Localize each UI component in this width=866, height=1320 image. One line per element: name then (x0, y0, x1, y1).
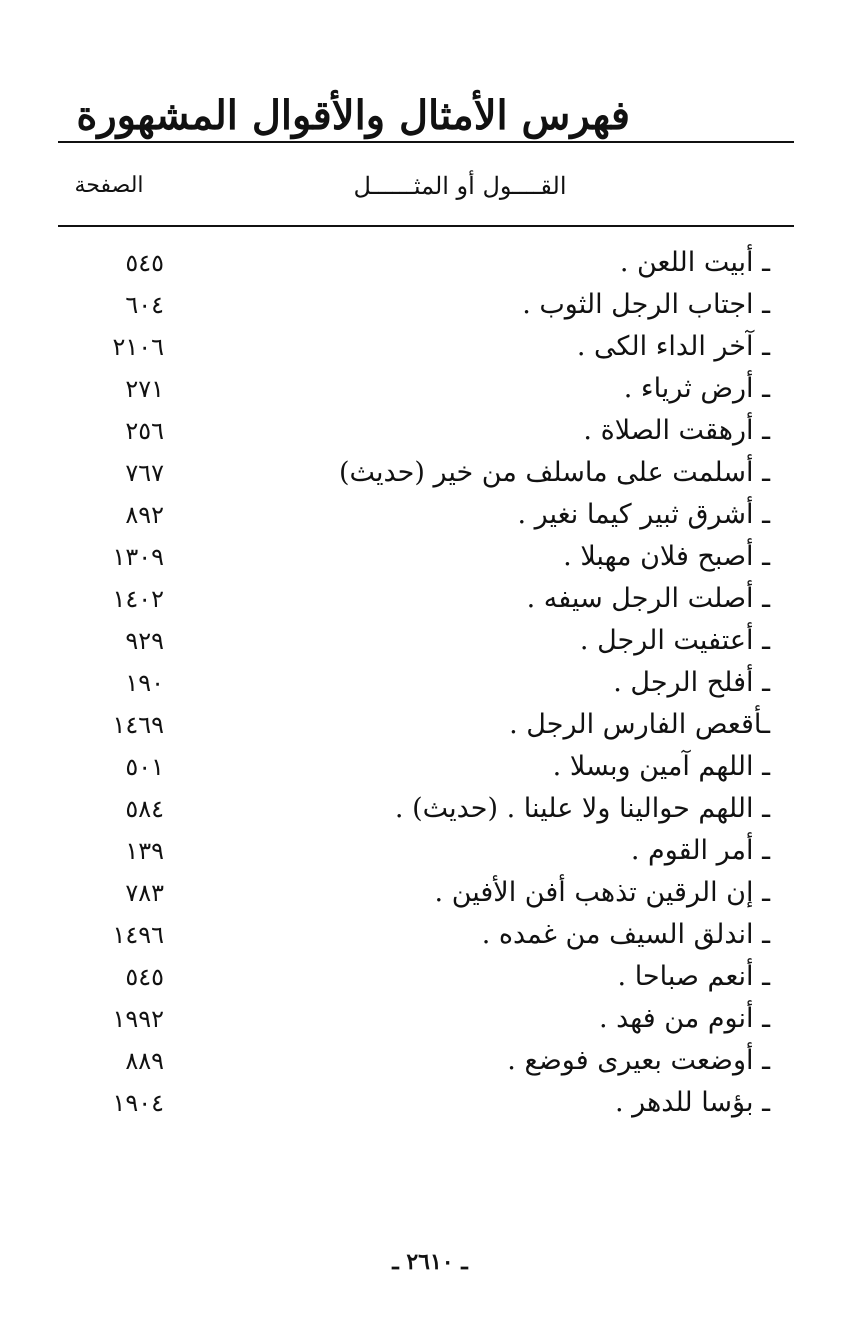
index-entry (60, 410, 770, 452)
page-title: فهرس الأمثال والأقوال المشهورة (76, 92, 630, 139)
index-entry (60, 242, 770, 284)
entry-saying: ـ بؤسا للدهر . (614, 1087, 770, 1118)
entry-saying: ـ أفلح الرجل . (613, 667, 770, 698)
index-entry (60, 1082, 770, 1124)
index-entry (60, 1040, 770, 1082)
entry-page-number: ١٣٩ (125, 837, 164, 865)
entry-saying: ـ اجتاب الرجل الثوب . (522, 289, 770, 320)
entry-page-number: ٢١٠٦ (112, 333, 164, 361)
column-header-page: الصفحة (74, 173, 144, 198)
index-entry (60, 914, 770, 956)
entry-page-number: ١٩٠٤ (112, 1089, 164, 1117)
entry-page-number: ٢٥٦ (125, 417, 164, 445)
column-header-saying: القــــول أو المثــــــل (353, 172, 567, 200)
entry-saying: ـ آخر الداء الكى . (576, 331, 770, 362)
entry-page-number: ١٩٩٢ (112, 1005, 164, 1033)
page-number: ـ ٢٦١٠ ـ (392, 1249, 468, 1275)
entry-saying: ـ أنعم صباحا . (617, 961, 770, 992)
entry-saying: ـ إن الرقين تذهب أفن الأفين . (434, 877, 770, 908)
entry-page-number: ٩٢٩ (125, 627, 164, 655)
index-entry (60, 830, 770, 872)
index-entry (60, 368, 770, 410)
entry-saying: ـ أصبح فلان مهبلا . (563, 541, 770, 572)
entry-saying: ـ أعتفيت الرجل . (579, 625, 770, 656)
entry-page-number: ٢٧١ (125, 375, 164, 403)
index-entry (60, 452, 770, 494)
index-entry (60, 536, 770, 578)
index-entry (60, 494, 770, 536)
entry-saying: ـ أنوم من فهد . (598, 1003, 770, 1034)
entry-page-number: ٥٨٤ (125, 795, 164, 823)
entry-saying: ـ أشرق ثبير كيما نغير . (517, 499, 770, 530)
index-entry (60, 284, 770, 326)
entry-saying: ـ أرهقت الصلاة . (583, 415, 770, 446)
entry-page-number: ٥٤٥ (125, 963, 164, 991)
entry-saying: ـ أبيت اللعن . (619, 247, 770, 278)
entry-page-number: ٨٩٢ (125, 501, 164, 529)
entry-saying: ـ أصلت الرجل سيفه . (526, 583, 770, 614)
index-entry (60, 746, 770, 788)
entry-page-number: ١٤٩٦ (112, 921, 164, 949)
index-entry (60, 578, 770, 620)
entry-page-number: ٨٨٩ (125, 1047, 164, 1075)
index-entry (60, 326, 770, 368)
entry-saying: ـ أوضعت بعيرى فوضع . (507, 1045, 770, 1076)
entry-saying: ـ اللهم حوالينا ولا علينا . (حديث) . (394, 793, 770, 824)
entry-saying: ـأقعص الفارس الرجل . (509, 709, 770, 740)
entry-page-number: ١٤٦٩ (112, 711, 164, 739)
index-entry (60, 872, 770, 914)
index-entry (60, 620, 770, 662)
entry-page-number: ١٣٠٩ (112, 543, 164, 571)
index-entry (60, 956, 770, 998)
entry-saying: ـ أرض ثرياء . (623, 373, 770, 404)
entry-page-number: ٥٠١ (125, 753, 164, 781)
index-entry (60, 788, 770, 830)
header-bottom-rule (58, 225, 794, 227)
index-entry (60, 998, 770, 1040)
index-entries (60, 242, 770, 1124)
entry-page-number: ٦٠٤ (125, 291, 164, 319)
index-entry (60, 704, 770, 746)
entry-saying: ـ أمر القوم . (630, 835, 770, 866)
entry-page-number: ١٤٠٢ (112, 585, 164, 613)
entry-saying: ـ اندلق السيف من غمده . (481, 919, 770, 950)
entry-page-number: ٧٨٣ (125, 879, 164, 907)
entry-page-number: ٥٤٥ (125, 249, 164, 277)
header-top-rule (58, 141, 794, 143)
entry-page-number: ٧٦٧ (125, 459, 164, 487)
entry-saying: ـ اللهم آمين وبسلا . (552, 751, 770, 782)
entry-page-number: ١٩٠ (125, 669, 164, 697)
entry-saying: ـ أسلمت على ماسلف من خير (حديث) (338, 457, 770, 488)
index-entry (60, 662, 770, 704)
